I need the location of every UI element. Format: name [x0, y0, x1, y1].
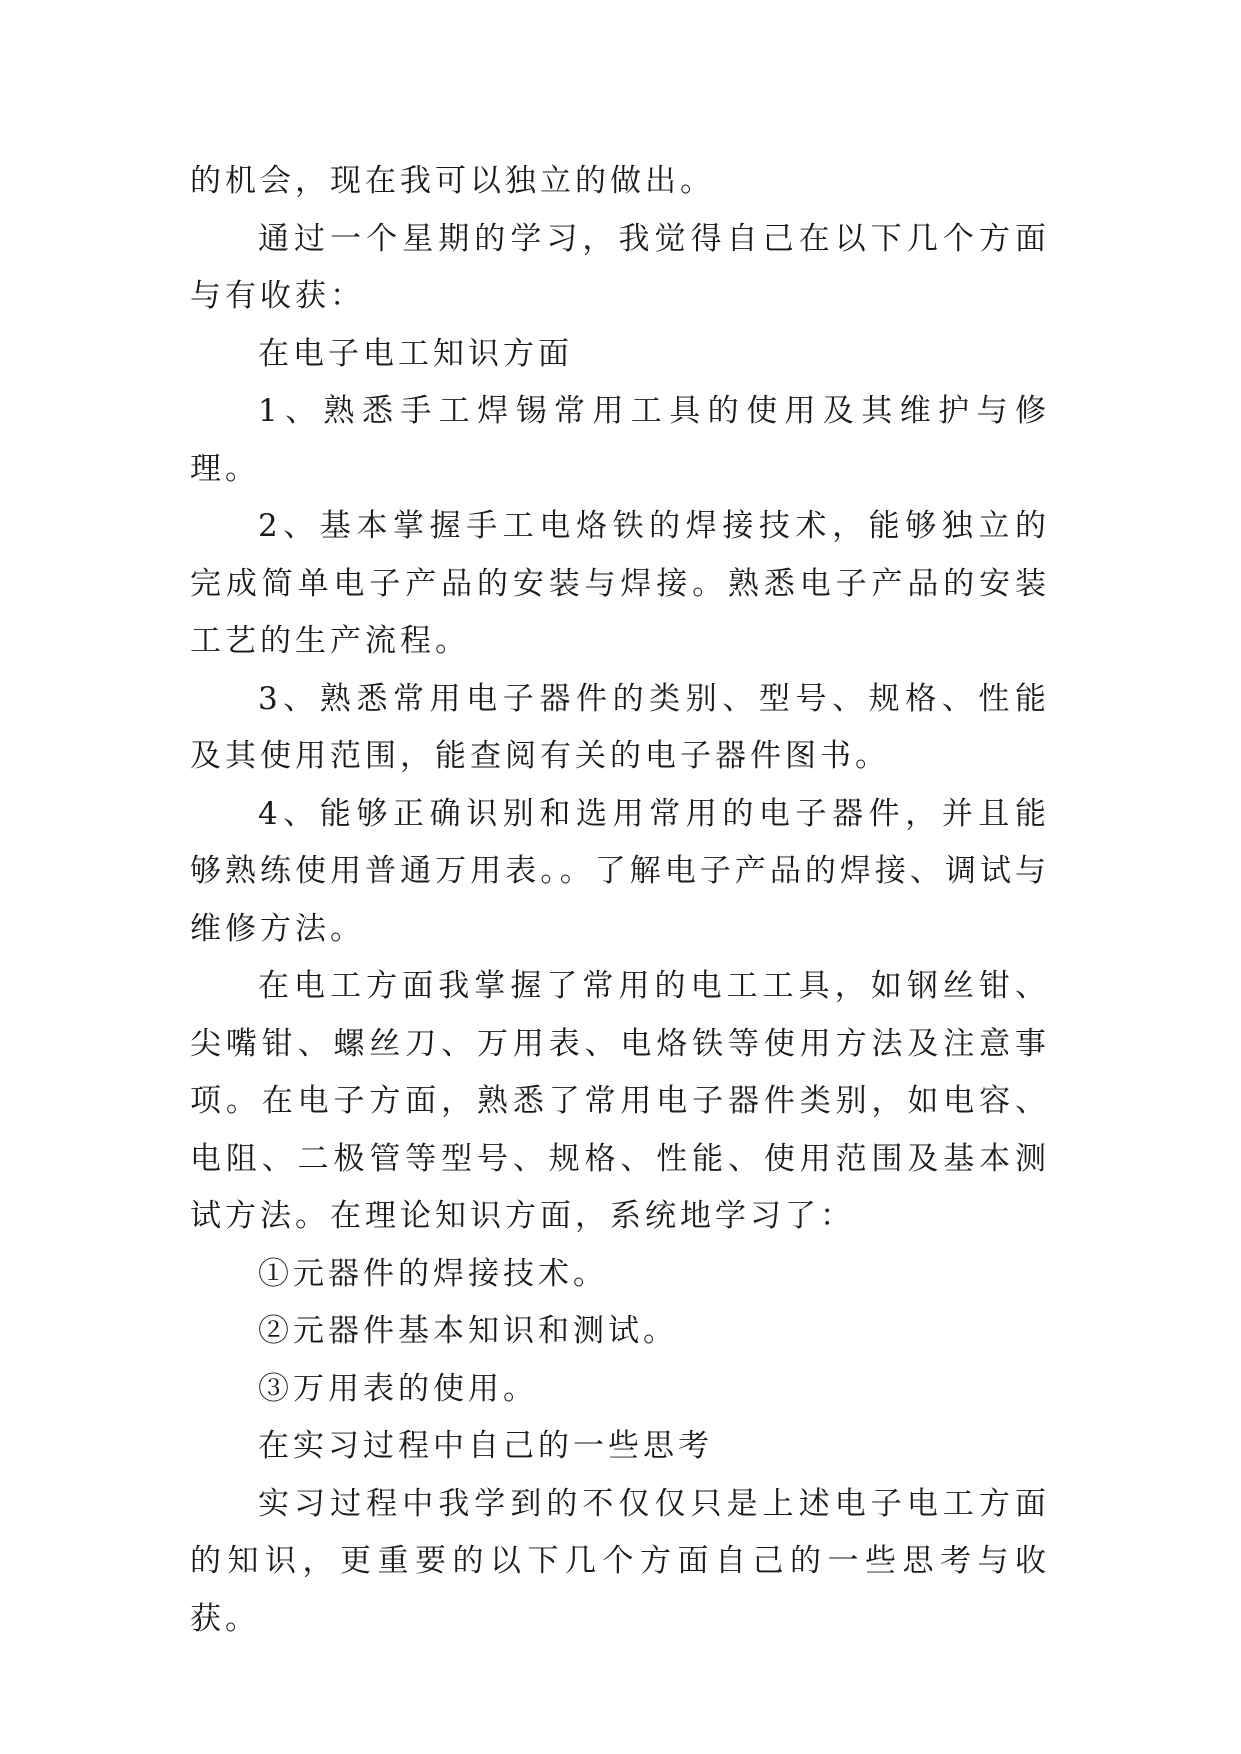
body-text: [190, 153, 1050, 1648]
paragraph: 在电工方面我掌握了常用的电工工具，如钢丝钳、尖嘴钳、螺丝刀、万用表、电烙铁等使用方法及注意事项。在电子方面，熟悉了常用电子器件类别，如电容、电阻、二极管等型号、规格、性能、使用范围及基本测试方法。在理论知识方面，系统地学习了：: [190, 968, 1050, 1234]
section-heading: 在实习过程中自己的一些思考: [258, 1428, 713, 1464]
list-item: ③万用表的使用。: [258, 1370, 538, 1407]
list-item: 4、能够正确识别和选用常用的电子器件，并且能够熟练使用普通万用表。。了解电子产品的焊接、调试与维修方法。: [190, 795, 1050, 947]
list-item: ②元器件基本知识和测试。: [258, 1313, 678, 1349]
section-heading: 在电子电工知识方面: [258, 335, 573, 372]
paragraph: 通过一个星期的学习，我觉得自己在以下几个方面与有收获：: [190, 220, 1050, 314]
list-item: 2、基本掌握手工电烙铁的焊接技术，能够独立的完成简单电子产品的安装与焊接。熟悉电子产品的安装工艺的生产流程。: [190, 508, 1050, 659]
paragraph: 的机会，现在我可以独立的做出。: [190, 163, 715, 199]
list-item: 3、熟悉常用电子器件的类别、型号、规格、性能及其使用范围，能查阅有关的电子器件图书。: [190, 680, 1050, 774]
list-item: ①元器件的焊接技术。: [258, 1255, 608, 1292]
list-item: 1、熟悉手工焊锡常用工具的使用及其维护与修理。: [190, 393, 1050, 487]
paragraph: 实习过程中我学到的不仅仅只是上述电子电工方面的知识，更重要的以下几个方面自己的一些思考与收获。: [190, 1485, 1050, 1637]
